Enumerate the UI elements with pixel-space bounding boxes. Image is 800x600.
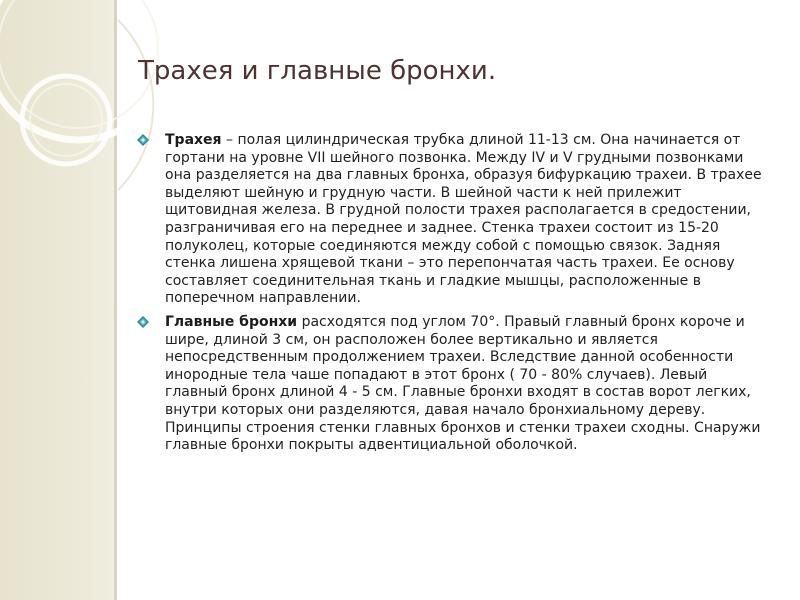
- bullet-term-main-bronchi: Главные бронхи: [165, 313, 298, 330]
- bullet-text-main-bronchi: расходятся под углом 70°. Правый главный бронх короче и шире, длиной 3 см, он расположен более вертикально и является непосредственным продолжением трахеи. Вследствие данной особенности инородные тела чаше попадают в этот бронх ( 70 - 80% случаев). Левый главный бронх длиной 4 - 5 см. Главные бронхи входят в состав ворот легких, внутри которых они разделяются, давая начало бронхиальному дереву. Принципы строения стенки главных бронхов и стенки трахеи сходны. Снаружи главные бронхи покрыты адвентициальной оболочкой.: [165, 313, 761, 454]
- bullet-trachea: [136, 132, 772, 308]
- side-band-decoration: [0, 0, 114, 600]
- teal-diamond-bullet-icon: [136, 315, 150, 329]
- side-band-edge: [114, 0, 117, 600]
- bullet-main-bronchi: [136, 314, 772, 455]
- bullet-text-trachea: – полая цилиндрическая трубка длиной 11-13 см. Она начинается от гортани на уровне VII шейного позвонка. Между IV и V грудными позвонками она разделяется на два главных бронха, образуя бифуркацию трахеи. В трахее выделяют шейную и грудную части. В шейной части к ней прилежит щитовидная железа. В грудной полости трахея располагается в средостении, разграничивая его на переднее и заднее. Стенка трахеи состоит из 15-20 полуколец, которые соединяются между собой с помощью связок. Задняя стенка лишена хрящевой ткани – это перепончатая часть трахеи. Ее основу составляет соединительная ткань и гладкие мышцы, расположенные в поперечном направлении.: [165, 132, 762, 307]
- slide-title: Трахея и главные бронхи.: [138, 56, 497, 86]
- teal-diamond-bullet-icon: [136, 133, 150, 147]
- slide-content: [136, 132, 772, 461]
- bullet-term-trachea: Трахея: [165, 132, 222, 148]
